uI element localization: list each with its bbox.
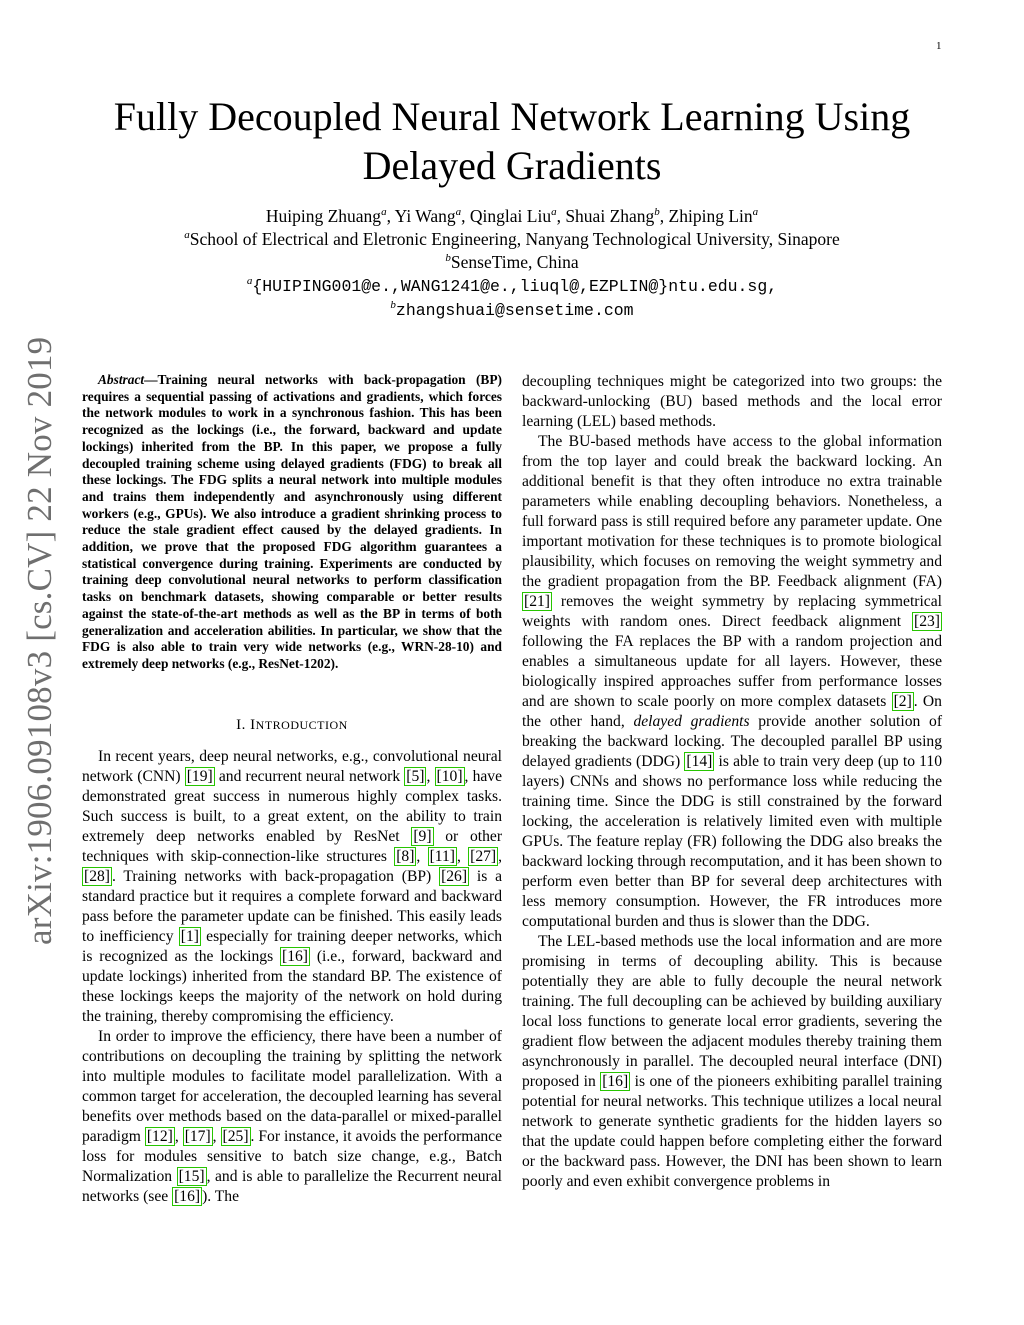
author-name: Yi Wang: [394, 206, 456, 226]
citation-link[interactable]: [9]: [413, 827, 432, 845]
citation-link[interactable]: [25]: [222, 1127, 249, 1145]
citation-link[interactable]: [27]: [470, 847, 497, 865]
author-name: Qinglai Liu: [469, 206, 552, 226]
citation-link[interactable]: [5]: [406, 767, 425, 785]
page-number: 1: [936, 40, 942, 52]
left-column: [82, 372, 502, 1207]
author-name: Huiping Zhuang: [265, 206, 382, 226]
author-name: Zhiping Lin: [668, 206, 753, 226]
author-list: Huiping Zhuang$^a$, Yi Wang$^a$, Qinglai Liu$^a$, Shuai Zhang$^b$, Zhiping Lin$^a$: [265, 206, 759, 226]
arxiv-identifier: arXiv:1906.09108v3 [cs.CV] 22 Nov 2019: [20, 336, 59, 945]
email-a: $^a${HUIPING001@e.,WANG1241@e.,liuql@,EZPLIN@}ntu.edu.sg,: [246, 275, 778, 296]
citation-link[interactable]: [21]: [524, 593, 550, 610]
citation-link[interactable]: [16]: [282, 947, 308, 965]
email-b: $^b$zhangshuai@sensetime.com: [390, 299, 634, 320]
right-paragraph-2: The LEL-based methods use the local information and are more promising in terms of decoupling ability. This is because potentially they are able to fully decouple the neural network training. The full decoupling can be achieved by building auxiliary local loss functions to generate local error gradients, severing the gradient flow between the adjacent modules thereby training them asynchronously in parallel. The decoupled neural interface (DNI) proposed in [16] is one of the pioneers exhibiting parallel training potential for neural networks. This technique utilizes a local neural network to generate synthetic gradients for the hidden layers so that the update could happen before completing either the forward or the backward pass. However, the DNI has been shown to learn poorly and even exhibit convergence problems in: [522, 933, 942, 1190]
citation-link[interactable]: [23]: [914, 613, 940, 630]
citation-link[interactable]: [16]: [602, 1073, 629, 1090]
paper-title: Fully Decoupled Neural Network Learning Using Delayed Gradients: [113, 94, 911, 188]
citation-link[interactable]: [26]: [441, 867, 468, 885]
citation-link[interactable]: [16]: [174, 1187, 201, 1205]
citation-link[interactable]: [14]: [686, 753, 713, 770]
citation-link[interactable]: [1]: [180, 927, 199, 945]
citation-link[interactable]: [19]: [186, 767, 213, 785]
citation-link[interactable]: [2]: [893, 693, 912, 710]
affiliation-a: $^a$School of Electrical and Eletronic Engineering, Nanyang Technological University, Sinapore: [184, 229, 840, 249]
citation-link[interactable]: [8]: [396, 847, 415, 865]
citation-link[interactable]: [17]: [184, 1127, 211, 1145]
section-heading-introduction: I. INTRODUCTION: [236, 716, 348, 733]
right-paragraph-0: decoupling techniques might be categorized into two groups: the backward-unlocking (BU) based methods and the local error learning (LEL) based methods.: [522, 373, 942, 430]
affiliation-b: $^b$SenseTime, China: [445, 252, 579, 272]
citation-link[interactable]: [10]: [436, 767, 463, 785]
abstract: Abstract—Training neural networks with back-propagation (BP) requires a sequential passing of activations and gradients, which forces the network modules to work in a synchronous fashion. This has been recognized as the lockings (i.e., the forward, backward and update lockings) inherited from the BP. In this paper, we propose a fully decoupled training scheme using delayed gradients (FDG) to break all these lockings. The FDG splits a neural network into multiple modules and trains them independently and asynchronously using different workers (e.g., GPUs). We also introduce a gradient shrinking process to reduce the stale gradient effect caused by the delayed gradients. In addition, we prove that the proposed FDG algorithm guarantees a statistical convergence during training. Experiments are conducted by training deep convolutional neural networks to perform classification tasks on benchmark datasets, showing comparable or better results against the state-of-the-art methods as well as the BP in terms of both generalization and acceleration abilities. In particular, we show that the FDG is also able to train very wide networks (e.g., WRN-28-10) and extremely deep networks (e.g., ResNet-1202).: [82, 372, 502, 671]
citation-link[interactable]: [28]: [84, 867, 110, 885]
citation-link[interactable]: [12]: [146, 1127, 173, 1145]
intro-paragraph-2: In order to improve the efficiency, there have been a number of contributions on decoupling the training by splitting the network into multiple modules to facilitate model parallelization. With a common target for acceleration, the decoupled learning has several benefits over methods based on the data-parallel or mixed-parallel paradigm [12] , [17] , [25] . For instance, it avoids the performance loss for modules sensitive to batch size change, e.g., Batch Normalization [15] , and is able to parallelize the Recurrent neural networks (see [16] ). The: [82, 1027, 503, 1205]
intro-paragraph-1: In recent years, deep neural networks, e.g., convolutional neural network (CNN) [19] and recurrent neural network [5] , [10] , have demonstrated great success in numerous highly complex tasks. Such success is built, to a great extent, on the ability to train extremely deep networks enabled by ResNet [9] or other techniques with skip-connection-like structures [8] , [11] , [27] , [28] . Training networks with back-propagation (BP) [26] is a standard practice but it requires a complete forward and backward pass before the parameter update can be finished. This easily leads to inefficiency [1] especially for training deeper networks, which is recognized as the lockings [16] (i.e., forward, backward and update lockings) inherited from the standard BP. The existence of these lockings keeps the majority of the network on hold during the training, thereby compromising the efficiency.: [82, 747, 503, 1025]
right-paragraph-1: The BU-based methods have access to the global information from the top layer and could break the backward locking. An additional benefit is that they often introduce no extra trainable parameters while enabling decoupling behaviors. Nonetheless, a full forward pass is still required before any parameter update. One important motivation for these techniques is to promote biological plausibility, which focuses on removing the weight symmetry and the gradient propagation from the BP. Feedback alignment (FA) [21] removes the weight symmetry by replacing symmetrical weights with random ones. Direct feedback alignment [23] following the FA replaces the BP with a random projection and enables a simultaneous update for all layers. However, these biologically inspired approaches suffer from performance losses and are shown to scale poorly on more complex datasets [2] . On the other hand, delayed gradients provide another solution of breaking the backward locking. The decoupled parallel BP using delayed gradients (DDG) [14] is able to train very deep (up to 110 layers) CNNs and shows no performance loss while reducing the training time. Since the DDG is still constrained by the forward locking, the acceleration is relatively limited even with multiple GPUs. The feature replay (FR) following the DDG also breaks the backward locking through recomputation, and it has been shown to perform even better than BP for several deep architectures with less memory consumption. However, the FR introduces more computational burden and thus is slower than the DDG.: [522, 433, 943, 930]
right-column: [522, 372, 942, 1192]
author-block: [80, 205, 944, 322]
author-name: Shuai Zhang: [565, 206, 655, 226]
citation-link[interactable]: [11]: [429, 847, 455, 865]
citation-link[interactable]: [15]: [178, 1167, 205, 1185]
